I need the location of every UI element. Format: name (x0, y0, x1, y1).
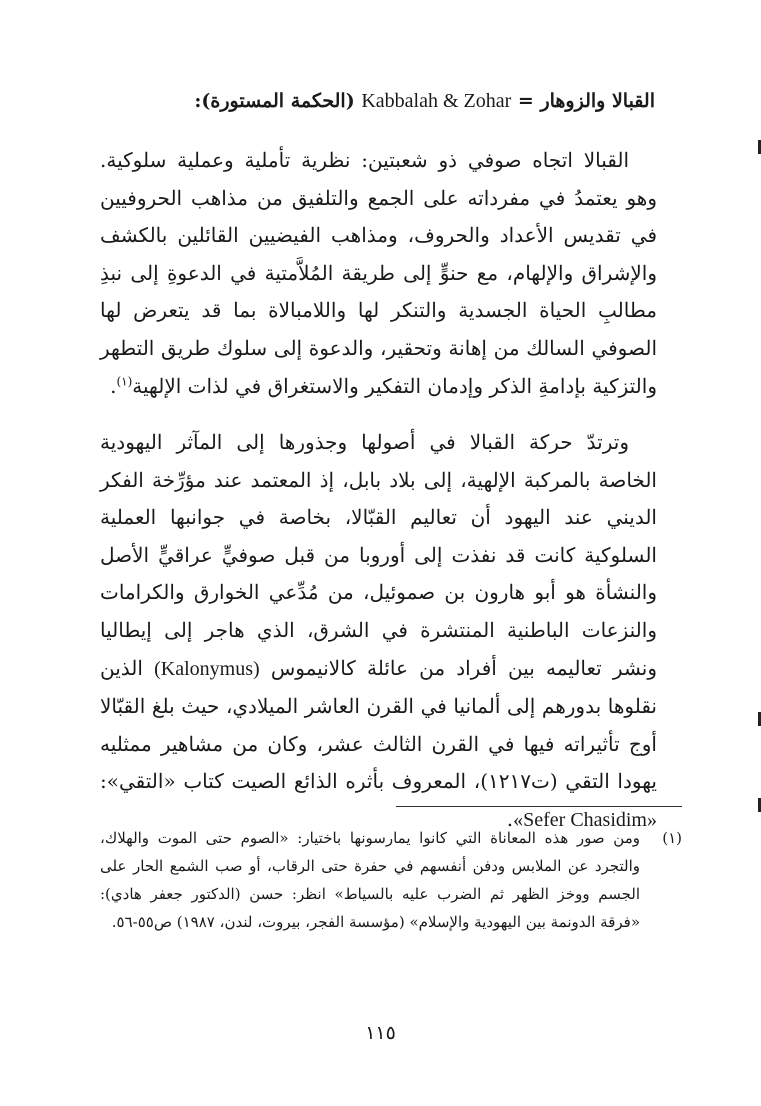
paragraph-2-end: . (506, 806, 514, 831)
footnote-text: ومن صور هذه المعاناة التي كانوا يمارسونها باختيار: «الصوم حتى الموت والهلاك، والتجرد عن الملابس ودفن أنفسهم في حفرة حتى الرقاب، أو صب الشمع الحار على الجسم ووخز الظهر ثم الضرب عليه بالسياط» انظر: حسن (الدكتور جعفر هادي): «فرقة الدونمة بين اليهودية والإسلام» (مؤسسة الفجر، بيروت، لندن، ١٩٨٧) ص٥٥-٥٦. (100, 829, 640, 931)
sefer-chasidim-title: «Sefer Chasidim» (513, 808, 657, 831)
kalonymus-latin-name: (Kalonymus) (154, 657, 260, 680)
paragraph-kabbalah-origins (100, 424, 657, 840)
paragraph-2-text-part-2: الذين نقلوها بدورهم إلى ألمانيا في القرن العاشر الميلادي، حيث بلغ القبّالا أوج تأثيراته فيها في القرن الثالث عشر، وكان من مشاهير ممثليه يهودا التقي (ت١٢١٧)، المعروف بأثره الذائع الصيت كتاب «التقي»: (100, 655, 658, 794)
footnote-number: (١) (662, 829, 682, 847)
paragraph-kabbalah-definition (100, 142, 657, 405)
footnote-reference: (١) (116, 373, 133, 388)
paragraph-1-end: . (110, 373, 117, 398)
heading-arabic-title: القبالا والزوهار (540, 90, 655, 112)
footnote-divider (396, 806, 682, 807)
heading-latin-title: Kabbalah & Zohar (361, 90, 512, 112)
page-number: ١١٥ (365, 1022, 396, 1044)
paragraph-1-text: القبالا اتجاه صوفي ذو شعبتين: نظرية تأملية وعملية سلوكية. وهو يعتمدُ في مفرداته على الجمع والتلفيق من مذاهب الحروفيين في تقديس الأعداد والحروف، ومذاهب الفيضيين القائلين بالكشف والإشراق والإلهام، مع حنوٍّ إلى طريقة المُلاَّمتية في الدعوةِ إلى نبذِ مطالبِ الحياة الجسدية والتنكر لها واللامبالاة بما قد يتعرض لها الصوفي السالك من إهانة وتحقير، والدعوة إلى سلوك طريق التطهر والتزكية بإدامةِ الذكر وإدمان التفكير والاستغراق في لذات الإلهية (100, 148, 658, 398)
heading-subtitle: (الحكمة المستورة): (194, 90, 355, 112)
paragraph-2-text-part-1: وترتدّ حركة القبالا في أصولها وجذورها إلى المآثر اليهودية الخاصة بالمركبة الإلهية، إلى بلاد بابل، إذ المعتمد عند مؤرِّخة الفكر الديني عند اليهود أن تعاليم القبّالا، بخاصة في جوانبها العملية السلوكية كانت قد نفذت إلى أوروبا من قبل صوفيٍّ عراقيٍّ الأصل والنشأة هو أبو هارون بن صموئيل، من مُدِّعي الخوارق والكرامات والنزعات الباطنية المنتشرة في الشرق، الذي هاجر إلى إيطاليا ونشر تعاليمه بين أفراد من عائلة كالانيموس (100, 430, 658, 680)
footnote-block (100, 824, 682, 936)
section-heading (100, 84, 655, 118)
heading-equals-sign: = (517, 90, 534, 112)
